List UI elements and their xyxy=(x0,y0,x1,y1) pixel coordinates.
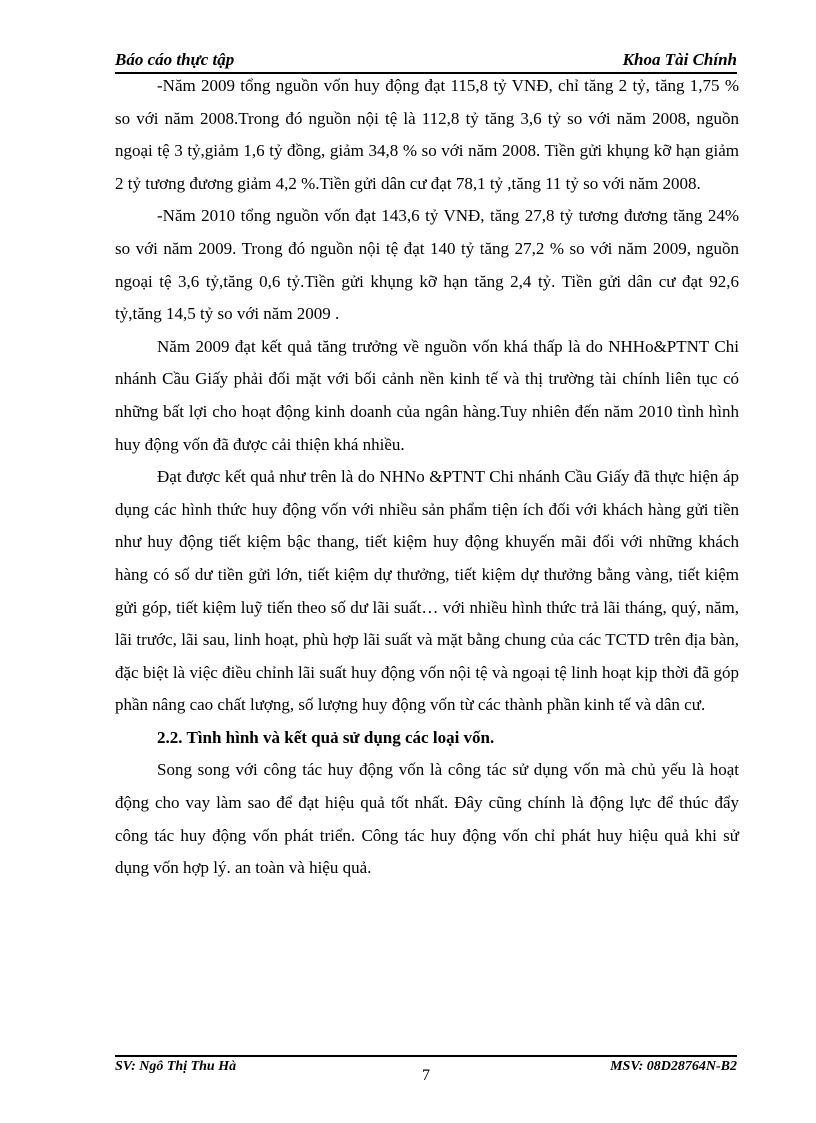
footer-student-name: SV: Ngô Thị Thu Hà xyxy=(115,1059,237,1074)
paragraph-capital-usage: Song song với công tác huy động vốn là công tác sử dụng vốn mà chủ yếu là hoạt động cho vay làm sao để đạt hiệu quả tốt nhất. Đây cũng chính là động lực để thúc đẩy công tác huy động vốn phát triển. Công tác huy động vốn chỉ phát huy hiệu quả khi sử dụng vốn hợp lý. an toàn và hiệu quả. xyxy=(115,760,739,878)
page-footer xyxy=(115,1059,737,1089)
header-report-title: Báo cáo thực tập xyxy=(115,50,235,69)
page-number: 7 xyxy=(422,1067,430,1084)
document-body xyxy=(115,70,739,885)
paragraph-2010-summary: -Năm 2010 tổng nguồn vốn đạt 143,6 tỷ VNĐ, tăng 27,8 tỷ tương đương tăng 24% so với năm 2009. Trong đó nguồn nội tệ đạt 140 tỷ tăng 27,2 % so với năm 2009, nguồn ngoại tệ 3,6 tỷ,tăng 0,6 tỷ.Tiền gửi khụng kỡ hạn tăng 2,4 tỷ. Tiền gửi dân cư đạt 92,6 tỷ,tăng 14,5 tỷ so với năm 2009 . xyxy=(115,206,739,324)
paragraph-growth-analysis: Năm 2009 đạt kết quả tăng trưởng về nguồn vốn khá thấp là do NHHo&PTNT Chi nhánh Cầu Giấy phải đối mặt với bối cảnh nền kinh tế và thị trường tài chính liên tục có những bất lợi cho hoạt động kinh doanh của ngân hàng.Tuy nhiên đến năm 2010 tình hình huy động vốn đã được cải thiện khá nhiều. xyxy=(115,336,739,454)
footer-divider xyxy=(115,1055,737,1057)
header-department: Khoa Tài Chính xyxy=(622,50,737,69)
section-heading: 2.2. Tình hình và kết quả sử dụng các loại vốn. xyxy=(157,727,495,747)
paragraph-2009-summary: -Năm 2009 tổng nguồn vốn huy động đạt 115,8 tỷ VNĐ, chỉ tăng 2 tỷ, tăng 1,75 % so với năm 2008.Trong đó nguồn nội tệ là 112,8 tỷ tăng 3,6 tỷ so với năm 2008, nguồn ngoại tệ 3 tỷ,giảm 1,6 tỷ đồng, giảm 34,8 % so với năm 2008. Tiền gửi khụng kỡ hạn giảm 2 tỷ tương đương giảm 4,2 %.Tiền gửi dân cư đạt 78,1 tỷ ,tăng 11 tỷ so với năm 2008. xyxy=(115,76,739,193)
paragraph-results-explanation: Đạt được kết quả như trên là do NHNo &PTNT Chi nhánh Cầu Giấy đã thực hiện áp dụng các hình thức huy động vốn với nhiều sản phẩm tiện ích đối với khách hàng gửi tiền như huy động tiết kiệm bậc thang, tiết kiệm huy động khuyến mãi đối với những khách hàng có số dư tiền gửi lớn, tiết kiệm dự thưởng, tiết kiệm dự thưởng bằng vàng, tiết kiệm gửi góp, tiết kiệm luỹ tiến theo số dư lãi suất… với nhiều hình thức trả lãi tháng, quý, năm, lãi trước, lãi sau, linh hoạt, phù hợp lãi suất và mặt bằng chung của các TCTD trên địa bàn, đặc biệt là việc điều chỉnh lãi suất huy động vốn nội tệ và ngoại tệ linh hoạt kịp thời đã góp phần nâng cao chất lượng, số lượng huy động vốn từ các thành phần kinh tế và dân cư. xyxy=(115,467,739,715)
footer-student-id: MSV: 08D28764N-B2 xyxy=(610,1059,737,1074)
